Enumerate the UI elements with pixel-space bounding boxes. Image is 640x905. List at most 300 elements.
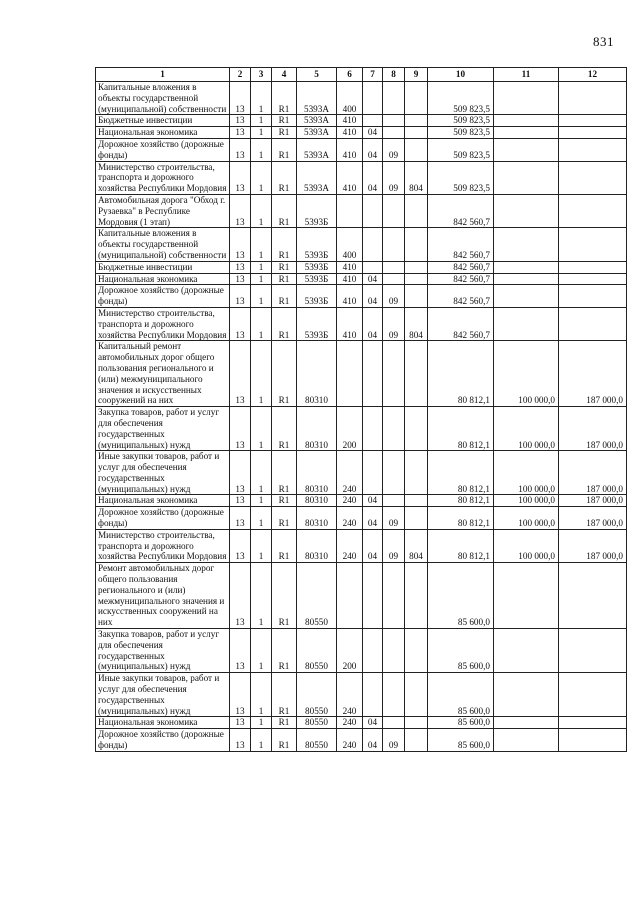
code-cell: R1 [272, 307, 297, 340]
code-cell [383, 82, 405, 115]
code-cell: 804 [405, 161, 428, 194]
code-cell [405, 127, 428, 139]
table-row [96, 138, 627, 161]
name-cell: Бюджетные инвестиции [96, 261, 230, 273]
code-cell: 80550 [297, 629, 337, 673]
code-cell: 09 [383, 307, 405, 340]
code-cell: 1 [251, 451, 272, 495]
amount-cell: 85 600,0 [428, 729, 494, 752]
code-cell: R1 [272, 194, 297, 227]
code-cell: 1 [251, 273, 272, 285]
column-header: 6 [337, 68, 363, 82]
code-cell: 13 [230, 629, 251, 673]
amount-cell: 85 600,0 [428, 629, 494, 673]
code-cell: 5393Б [297, 273, 337, 285]
code-cell [337, 563, 363, 629]
code-cell: 13 [230, 341, 251, 407]
code-cell: 13 [230, 495, 251, 507]
name-cell: Автомобильная дорога "Обход г. Рузаевка" в Республике Мордовия (1 этап) [96, 194, 230, 227]
amount-cell [494, 673, 559, 717]
table-row [96, 307, 627, 340]
code-cell: 200 [337, 407, 363, 451]
amount-cell [559, 115, 627, 127]
code-cell: 04 [363, 495, 383, 507]
column-header: 5 [297, 68, 337, 82]
code-cell: 5393А [297, 138, 337, 161]
code-cell [363, 451, 383, 495]
code-cell [383, 407, 405, 451]
column-header: 8 [383, 68, 405, 82]
code-cell: 13 [230, 161, 251, 194]
code-cell: 1 [251, 717, 272, 729]
table-row [96, 194, 627, 227]
code-cell [363, 341, 383, 407]
code-cell: R1 [272, 261, 297, 273]
code-cell: 1 [251, 407, 272, 451]
code-cell [405, 82, 428, 115]
code-cell: R1 [272, 285, 297, 308]
code-cell: R1 [272, 115, 297, 127]
code-cell [405, 507, 428, 530]
code-cell [405, 228, 428, 261]
code-cell: R1 [272, 127, 297, 139]
amount-cell: 842 560,7 [428, 273, 494, 285]
code-cell: 13 [230, 138, 251, 161]
amount-cell: 80 812,1 [428, 341, 494, 407]
code-cell [363, 194, 383, 227]
code-cell [383, 341, 405, 407]
amount-cell [494, 127, 559, 139]
code-cell: R1 [272, 161, 297, 194]
name-cell: Ремонт автомобильных дорог общего пользования регионального и (или) межмуниципального значения и искусственных сооружений на них [96, 563, 230, 629]
table-row [96, 629, 627, 673]
code-cell [383, 451, 405, 495]
amount-cell [559, 729, 627, 752]
amount-cell [494, 273, 559, 285]
code-cell: 5393Б [297, 261, 337, 273]
amount-cell [559, 673, 627, 717]
code-cell: 13 [230, 228, 251, 261]
code-cell: 240 [337, 729, 363, 752]
code-cell: R1 [272, 228, 297, 261]
code-cell: 80310 [297, 341, 337, 407]
amount-cell [494, 161, 559, 194]
name-cell: Капитальные вложения в объекты государственной (муниципальной) собственности [96, 82, 230, 115]
code-cell [405, 261, 428, 273]
table-row [96, 507, 627, 530]
code-cell: 1 [251, 285, 272, 308]
name-cell: Национальная экономика [96, 495, 230, 507]
code-cell [383, 563, 405, 629]
name-cell: Национальная экономика [96, 273, 230, 285]
name-cell: Бюджетные инвестиции [96, 115, 230, 127]
code-cell [405, 717, 428, 729]
amount-cell [494, 717, 559, 729]
code-cell: 80550 [297, 729, 337, 752]
code-cell: 13 [230, 717, 251, 729]
code-cell: 5393А [297, 115, 337, 127]
amount-cell: 842 560,7 [428, 194, 494, 227]
code-cell: 410 [337, 285, 363, 308]
code-cell: 5393А [297, 82, 337, 115]
table-row [96, 717, 627, 729]
amount-cell: 100 000,0 [494, 407, 559, 451]
code-cell: 1 [251, 82, 272, 115]
name-cell: Капитальные вложения в объекты государственной (муниципальной) собственности [96, 228, 230, 261]
column-header: 10 [428, 68, 494, 82]
amount-cell: 100 000,0 [494, 451, 559, 495]
code-cell: R1 [272, 341, 297, 407]
code-cell: 13 [230, 273, 251, 285]
name-cell: Дорожное хозяйство (дорожные фонды) [96, 138, 230, 161]
table-row [96, 673, 627, 717]
code-cell: 1 [251, 673, 272, 717]
code-cell: 13 [230, 82, 251, 115]
code-cell [405, 194, 428, 227]
code-cell: R1 [272, 563, 297, 629]
amount-cell [494, 629, 559, 673]
code-cell: 13 [230, 729, 251, 752]
code-cell: 1 [251, 138, 272, 161]
amount-cell: 842 560,7 [428, 285, 494, 308]
code-cell: 400 [337, 228, 363, 261]
code-cell: 1 [251, 495, 272, 507]
amount-cell: 80 812,1 [428, 407, 494, 451]
code-cell: 09 [383, 138, 405, 161]
code-cell [363, 261, 383, 273]
amount-cell [494, 138, 559, 161]
amount-cell: 509 823,5 [428, 161, 494, 194]
code-cell: 09 [383, 507, 405, 530]
code-cell: 04 [363, 273, 383, 285]
code-cell [337, 194, 363, 227]
code-cell: 13 [230, 673, 251, 717]
code-cell: 04 [363, 161, 383, 194]
code-cell [405, 729, 428, 752]
code-cell: 5393Б [297, 307, 337, 340]
code-cell: 09 [383, 161, 405, 194]
name-cell: Дорожное хозяйство (дорожные фонды) [96, 507, 230, 530]
code-cell: R1 [272, 673, 297, 717]
code-cell: 04 [363, 717, 383, 729]
code-cell: 240 [337, 495, 363, 507]
amount-cell [559, 563, 627, 629]
code-cell [383, 629, 405, 673]
name-cell: Министерство строительства, транспорта и дорожного хозяйства Республики Мордовия [96, 307, 230, 340]
amount-cell: 85 600,0 [428, 563, 494, 629]
table-row [96, 228, 627, 261]
code-cell: 1 [251, 228, 272, 261]
code-cell: 13 [230, 563, 251, 629]
code-cell: 13 [230, 507, 251, 530]
code-cell: 13 [230, 451, 251, 495]
code-cell: R1 [272, 629, 297, 673]
column-header: 2 [230, 68, 251, 82]
amount-cell: 100 000,0 [494, 529, 559, 562]
code-cell: 80310 [297, 507, 337, 530]
code-cell: 804 [405, 529, 428, 562]
header-row [96, 68, 627, 82]
code-cell [405, 285, 428, 308]
column-header: 11 [494, 68, 559, 82]
amount-cell [559, 127, 627, 139]
code-cell: 1 [251, 729, 272, 752]
amount-cell [494, 261, 559, 273]
code-cell [363, 228, 383, 261]
code-cell [337, 341, 363, 407]
code-cell: 410 [337, 161, 363, 194]
code-cell: 200 [337, 629, 363, 673]
table-row [96, 563, 627, 629]
name-cell: Министерство строительства, транспорта и дорожного хозяйства Республики Мордовия [96, 161, 230, 194]
table-row [96, 273, 627, 285]
amount-cell: 187 000,0 [559, 529, 627, 562]
amount-cell: 187 000,0 [559, 341, 627, 407]
amount-cell: 100 000,0 [494, 507, 559, 530]
column-header: 12 [559, 68, 627, 82]
code-cell: 1 [251, 127, 272, 139]
code-cell: R1 [272, 138, 297, 161]
table-row [96, 115, 627, 127]
code-cell: R1 [272, 407, 297, 451]
code-cell: 09 [383, 529, 405, 562]
code-cell [405, 407, 428, 451]
code-cell: 13 [230, 261, 251, 273]
amount-cell: 85 600,0 [428, 717, 494, 729]
code-cell [405, 341, 428, 407]
code-cell: R1 [272, 717, 297, 729]
amount-cell: 85 600,0 [428, 673, 494, 717]
code-cell: 04 [363, 307, 383, 340]
code-cell: 400 [337, 82, 363, 115]
code-cell: 410 [337, 261, 363, 273]
table-row [96, 451, 627, 495]
amount-cell: 80 812,1 [428, 451, 494, 495]
code-cell [383, 228, 405, 261]
amount-cell: 842 560,7 [428, 261, 494, 273]
amount-cell [494, 194, 559, 227]
code-cell [363, 629, 383, 673]
code-cell: 80310 [297, 451, 337, 495]
amount-cell: 509 823,5 [428, 82, 494, 115]
code-cell: 1 [251, 507, 272, 530]
amount-cell: 187 000,0 [559, 507, 627, 530]
table-row [96, 341, 627, 407]
code-cell [405, 629, 428, 673]
code-cell: R1 [272, 273, 297, 285]
code-cell: 1 [251, 161, 272, 194]
code-cell: 13 [230, 115, 251, 127]
code-cell: R1 [272, 82, 297, 115]
amount-cell [559, 228, 627, 261]
code-cell: 09 [383, 285, 405, 308]
code-cell [405, 273, 428, 285]
amount-cell [559, 138, 627, 161]
code-cell: 80550 [297, 717, 337, 729]
code-cell: 240 [337, 451, 363, 495]
amount-cell: 100 000,0 [494, 495, 559, 507]
column-header: 1 [96, 68, 230, 82]
table-row [96, 161, 627, 194]
code-cell: 240 [337, 717, 363, 729]
code-cell [383, 495, 405, 507]
amount-cell: 187 000,0 [559, 451, 627, 495]
code-cell [383, 273, 405, 285]
amount-cell [559, 285, 627, 308]
budget-table [95, 67, 627, 752]
table-row [96, 407, 627, 451]
code-cell [383, 115, 405, 127]
table-row [96, 261, 627, 273]
amount-cell [494, 307, 559, 340]
amount-cell [494, 82, 559, 115]
code-cell: 80310 [297, 407, 337, 451]
code-cell: 5393Б [297, 285, 337, 308]
name-cell: Дорожное хозяйство (дорожные фонды) [96, 285, 230, 308]
code-cell [405, 115, 428, 127]
code-cell [383, 194, 405, 227]
code-cell: 1 [251, 563, 272, 629]
code-cell [405, 563, 428, 629]
code-cell [383, 127, 405, 139]
code-cell: 80310 [297, 495, 337, 507]
page-number: 831 [593, 34, 614, 49]
amount-cell: 187 000,0 [559, 495, 627, 507]
code-cell: 09 [383, 729, 405, 752]
amount-cell: 509 823,5 [428, 115, 494, 127]
amount-cell: 187 000,0 [559, 407, 627, 451]
amount-cell: 80 812,1 [428, 507, 494, 530]
table-row [96, 285, 627, 308]
amount-cell [494, 729, 559, 752]
code-cell [405, 451, 428, 495]
name-cell: Министерство строительства, транспорта и дорожного хозяйства Республики Мордовия [96, 529, 230, 562]
table-row [96, 82, 627, 115]
code-cell: 1 [251, 529, 272, 562]
table-row [96, 729, 627, 752]
amount-cell: 842 560,7 [428, 228, 494, 261]
name-cell: Иные закупки товаров, работ и услуг для обеспечения государственных (муниципальных) нужд [96, 673, 230, 717]
name-cell: Капитальный ремонт автомобильных дорог общего пользования регионального и (или) межмуниципального значения и искусственных сооружений на них [96, 341, 230, 407]
amount-cell [494, 228, 559, 261]
code-cell: 13 [230, 285, 251, 308]
code-cell: 80550 [297, 673, 337, 717]
amount-cell: 509 823,5 [428, 138, 494, 161]
code-cell: R1 [272, 729, 297, 752]
code-cell: 5393А [297, 161, 337, 194]
code-cell: 1 [251, 115, 272, 127]
table-row [96, 529, 627, 562]
amount-cell: 100 000,0 [494, 341, 559, 407]
amount-cell: 509 823,5 [428, 127, 494, 139]
code-cell: R1 [272, 451, 297, 495]
code-cell: 04 [363, 507, 383, 530]
code-cell: 1 [251, 261, 272, 273]
amount-cell [559, 261, 627, 273]
code-cell: 1 [251, 307, 272, 340]
code-cell: R1 [272, 495, 297, 507]
code-cell [363, 407, 383, 451]
code-cell: R1 [272, 507, 297, 530]
amount-cell [559, 307, 627, 340]
code-cell: 13 [230, 307, 251, 340]
code-cell: 240 [337, 507, 363, 530]
code-cell: 13 [230, 127, 251, 139]
amount-cell: 842 560,7 [428, 307, 494, 340]
code-cell [363, 673, 383, 717]
name-cell: Закупка товаров, работ и услуг для обеспечения государственных (муниципальных) нужд [96, 407, 230, 451]
amount-cell [559, 629, 627, 673]
code-cell: 1 [251, 629, 272, 673]
amount-cell [559, 82, 627, 115]
code-cell [383, 673, 405, 717]
code-cell: R1 [272, 529, 297, 562]
code-cell [383, 261, 405, 273]
code-cell: 5393Б [297, 228, 337, 261]
name-cell: Закупка товаров, работ и услуг для обеспечения государственных (муниципальных) нужд [96, 629, 230, 673]
code-cell [363, 82, 383, 115]
table-row [96, 127, 627, 139]
code-cell: 04 [363, 529, 383, 562]
code-cell [363, 115, 383, 127]
code-cell [405, 673, 428, 717]
code-cell [383, 717, 405, 729]
code-cell: 5393Б [297, 194, 337, 227]
code-cell [405, 138, 428, 161]
amount-cell [559, 194, 627, 227]
name-cell: Национальная экономика [96, 717, 230, 729]
code-cell: 04 [363, 138, 383, 161]
amount-cell [559, 273, 627, 285]
code-cell: 80550 [297, 563, 337, 629]
code-cell: 410 [337, 138, 363, 161]
code-cell: 410 [337, 127, 363, 139]
table-row [96, 495, 627, 507]
code-cell: 1 [251, 341, 272, 407]
name-cell: Дорожное хозяйство (дорожные фонды) [96, 729, 230, 752]
code-cell: 410 [337, 115, 363, 127]
code-cell: 804 [405, 307, 428, 340]
code-cell: 80310 [297, 529, 337, 562]
code-cell: 240 [337, 673, 363, 717]
code-cell: 04 [363, 127, 383, 139]
code-cell: 13 [230, 407, 251, 451]
code-cell: 04 [363, 729, 383, 752]
amount-cell: 80 812,1 [428, 529, 494, 562]
name-cell: Национальная экономика [96, 127, 230, 139]
column-header: 9 [405, 68, 428, 82]
amount-cell: 80 812,1 [428, 495, 494, 507]
column-header: 7 [363, 68, 383, 82]
name-cell: Иные закупки товаров, работ и услуг для обеспечения государственных (муниципальных) нужд [96, 451, 230, 495]
amount-cell [559, 161, 627, 194]
column-header: 3 [251, 68, 272, 82]
code-cell: 240 [337, 529, 363, 562]
amount-cell [494, 285, 559, 308]
amount-cell [494, 115, 559, 127]
code-cell: 1 [251, 194, 272, 227]
amount-cell [559, 717, 627, 729]
code-cell: 410 [337, 307, 363, 340]
code-cell: 13 [230, 194, 251, 227]
table-body [96, 82, 627, 752]
code-cell: 410 [337, 273, 363, 285]
amount-cell [494, 563, 559, 629]
code-cell: 5393А [297, 127, 337, 139]
code-cell [363, 563, 383, 629]
code-cell: 04 [363, 285, 383, 308]
code-cell [405, 495, 428, 507]
